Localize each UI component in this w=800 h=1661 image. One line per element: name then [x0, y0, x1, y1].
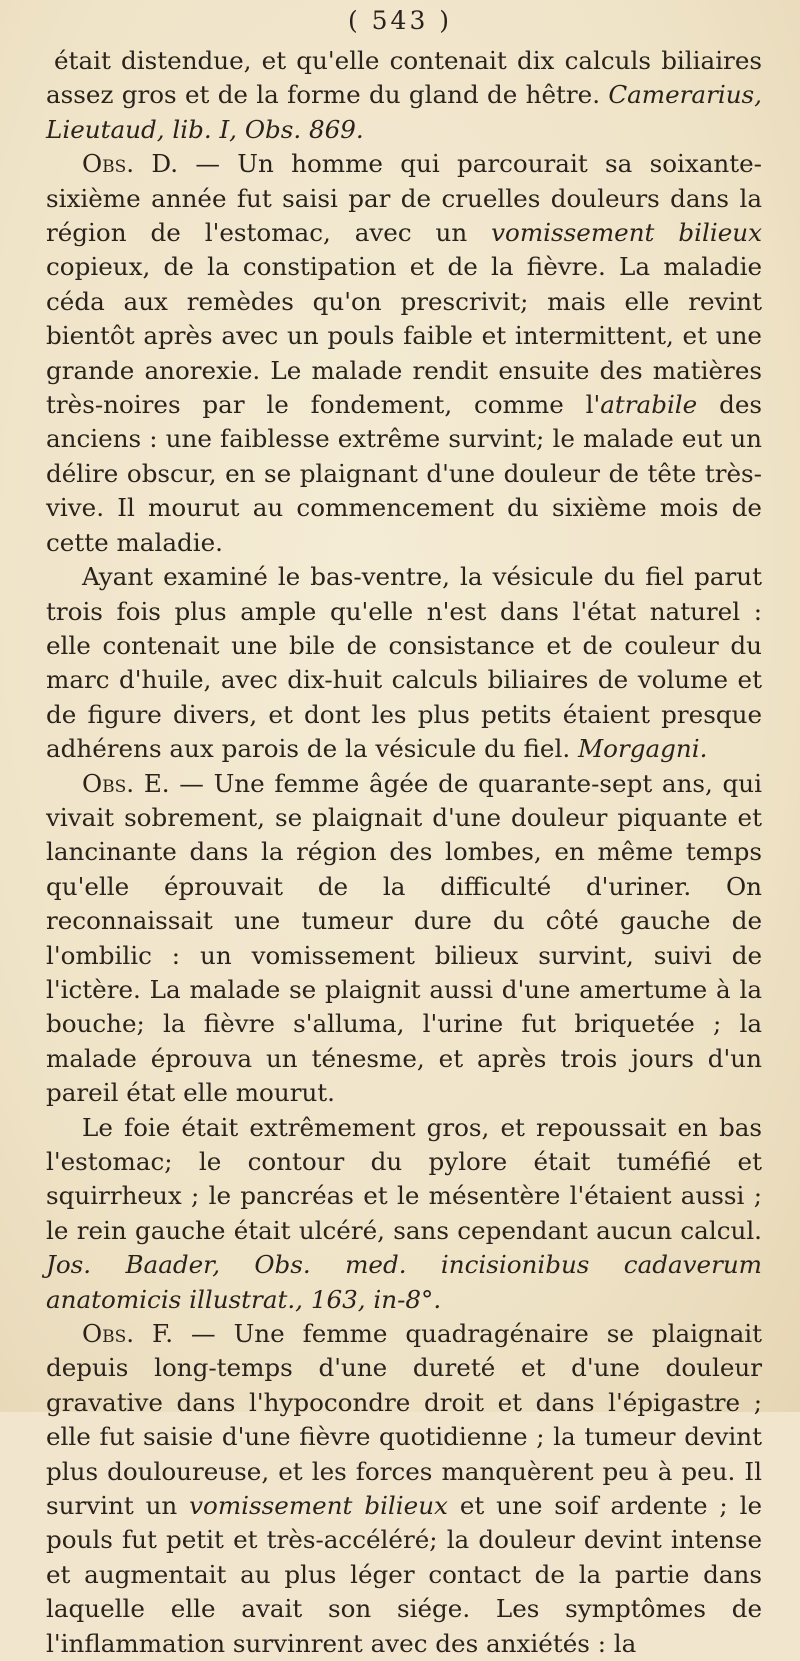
text-run: copieux, de la constipation et de la fièvre. La maladie céda aux remèdes qu'on prescrivit; mais elle revint bientôt après avec un pouls faible et intermittent, et une grande anorexie. Le malade rendit ensuite des matières très-noires par le fondement, comme l' — [46, 252, 762, 420]
text-run: — Une femme quadragénaire se plaignait depuis long-temps d'une dureté et d'une douleur gravative dans l'hypocondre droit et dans l'épigastre ; elle fut saisie d'une fièvre quotidienne ; la tumeur devint plus douloureuse, et les forces manquèrent peu à peu. Il survint un — [46, 1319, 762, 1521]
paragraph-obs-e — [46, 767, 762, 1111]
italic-text: Morgagni. — [577, 734, 708, 764]
paragraph-obs-f — [46, 1317, 762, 1661]
italic-text: vomissement bilieux — [491, 218, 762, 248]
body-text — [46, 44, 762, 1661]
italic-text: atrabile — [600, 390, 698, 420]
text-run: — Une femme âgée de quarante-sept ans, qui vivait sobrement, se plaignait d'une douleur piquante et lancinante dans la région des lombes, en même temps qu'elle éprouvait de la difficulté d'uriner. On reconnaissait une tumeur dure du côté gauche de l'ombilic : un vomissement bilieux survint, suivi de l'ictère. La malade se plaignit aussi d'une amertume à la bouche; la fièvre s'alluma, l'urine fut briquetée ; la malade éprouva un ténesme, et après trois jours d'un pareil état elle mourut. — [46, 768, 762, 1108]
text-run: était distendue, et qu'elle contenait dix calculs biliaires assez gros et de la forme du gland de hêtre. — [46, 46, 762, 110]
paragraph-continuation — [46, 44, 762, 147]
observation-label: Obs. F. — [82, 1319, 174, 1349]
paragraph-obs-d — [46, 147, 762, 560]
italic-text: vomissement bilieux — [189, 1491, 448, 1521]
italic-text: Camerarius, Lieutaud, lib. I, Obs. 869. — [46, 80, 762, 144]
text-run: et une soif ardente ; le pouls fut petit et très-accéléré; la douleur devint intense et augmentait au plus léger contact de la partie dans laquelle elle avait son siége. Les symptômes de l'inflammation survinrent avec des anxiétés : la — [46, 1491, 762, 1658]
observation-label: Obs. D. — [82, 149, 179, 179]
text-run: Le foie était extrêmement gros, et repoussait en bas l'estomac; le contour du pylore était tuméfié et squirrheux ; le pancréas et le mésentère l'étaient aussi ; le rein gauche était ulcéré, sans cependant aucun calcul. — [46, 1112, 762, 1245]
paragraph-autopsy-d — [46, 560, 762, 766]
observation-label: Obs. E. — [82, 768, 170, 798]
page-number: ( 543 ) — [347, 6, 453, 35]
text-run: des anciens : une faiblesse extrême survint; le malade eut un délire obscur, en se plaignant d'une douleur de tête très-vive. Il mourut au commencement du sixième mois de cette maladie. — [46, 390, 762, 557]
paragraph-autopsy-e — [46, 1111, 762, 1317]
italic-text: Jos. Baader, Obs. med. incisionibus cadaverum anatomicis illustrat., 163, in-8°. — [46, 1250, 762, 1314]
text-run: — Un homme qui parcourait sa soixante-sixième année fut saisi par de cruelles douleurs dans la région de l'estomac, avec un — [46, 149, 762, 248]
text-run: Ayant examiné le bas-ventre, la vésicule du fiel parut trois fois plus ample qu'elle n'est dans l'état naturel : elle contenait une bile de consistance et de couleur du marc d'huile, avec dix-huit calculs biliaires de volume et de figure divers, et dont les plus petits étaient presque adhérens aux parois de la vésicule du fiel. — [46, 562, 762, 764]
